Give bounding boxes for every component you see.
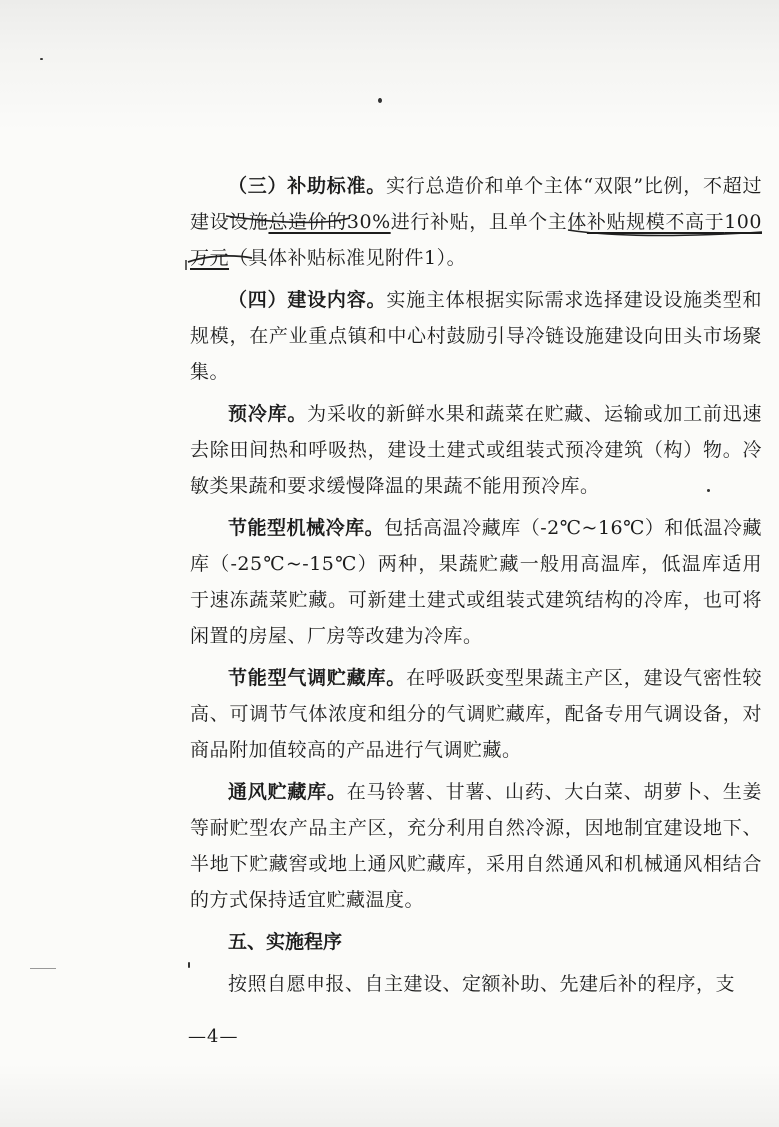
paragraph-controlled-atmosphere: 节能型气调贮藏库。在呼吸跃变型果蔬主产区，建设气密性较高、可调节气体浓度和组分的气调贮藏库，配备专用气调设备，对商品附加值较高的产品进行气调贮藏。 (190, 667, 762, 761)
section-lead: 预冷库。 (228, 403, 308, 425)
section-lead: （三）补助标准。 (228, 175, 386, 197)
paragraph-ventilated-storage: 通风贮藏库。在马铃薯、甘薯、山药、大白菜、胡萝卜、生姜等耐贮型农产品主产区，充分利用自然冷源，因地制宜建设地下、半地下贮藏窖或地上通风贮藏库，采用自然通风和机械通风相结合的方式保持适宜贮藏温度。 (190, 781, 762, 911)
paragraph-mechanical-cold-storage: 节能型机械冷库。包括高温冷藏库（-2℃~16℃）和低温冷藏库（-25℃~-15℃）两种，果蔬贮藏一般用高温库，低温库适用于速冻蔬菜贮藏。可新建土建式或组装式建筑结构的冷库，也可将闲置的房屋、厂房等改建为冷库。 (190, 517, 762, 647)
section-lead: 通风贮藏库。 (228, 781, 347, 803)
paragraph-subsidy-standard: （三）补助标准。实行总造价和单个主体“双限”比例，不超过建设设施总造价的30%进行补贴，且单个主体补贴规模不高于100万元（具体补贴标准见附件1）。 (190, 175, 762, 269)
underlined-phrase: 补贴规模不高于 (586, 211, 725, 233)
section-heading: 五、实施程序 (228, 931, 343, 953)
section-lead: 节能型机械冷库。 (228, 517, 385, 539)
section-lead: （四）建设内容。 (228, 289, 387, 311)
page-number: —4— (188, 1026, 239, 1047)
paragraph-precooling: 预冷库。为采收的新鲜水果和蔬菜在贮藏、运输或加工前迅速去除田间热和呼吸热，建设土建式或组装式预冷建筑（构）物。冷敏类果蔬和要求缓慢降温的果蔬不能用预冷库。 (190, 403, 762, 497)
underlined-phrase: 100万元 (190, 211, 762, 269)
body-text (190, 168, 762, 1002)
paragraph-procedure: 按照自愿申报、自主建设、定额补助、先建后补的程序，支 (228, 973, 736, 995)
paragraph-construction-content: （四）建设内容。实施主体根据实际需求选择建设设施类型和规模，在产业重点镇和中心村鼓励引导冷链设施建设向田头市场聚集。 (190, 289, 762, 383)
underlined-phrase: 总造价的30% (268, 211, 391, 233)
section-lead: 节能型气调贮藏库。 (228, 667, 407, 689)
